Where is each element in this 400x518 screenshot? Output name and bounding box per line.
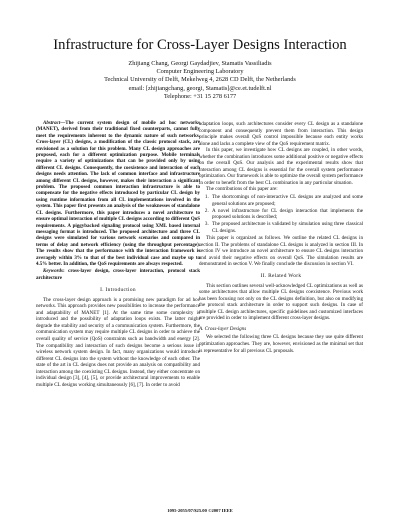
abstract-label: Abstract — [43, 121, 61, 126]
author-block — [0, 60, 400, 101]
copyright-footer: 1095-2055/07/$25.00 ©2007 IEEE — [167, 508, 233, 513]
section-heading-related-work: II. Related Work — [260, 273, 302, 280]
keywords — [36, 269, 200, 282]
author-telephone: Telephone: +31 15 278 6177 — [163, 92, 237, 100]
keywords-text: : cross-layer design, cross-layer interaction, protocol stack architecture — [36, 269, 200, 281]
author-institution: Technical University of Delft, Mekelweg 4, 2628 CD Delft, the Netherlands — [104, 76, 296, 84]
paragraph-organization: This paper is organized as follows. We outline the related CL designs in section II. The problems of standalone CL designs is analyzed in section III. In section IV we introduce an novel architecture to ensure CL designs interaction and avoid their negative effects on overall QoS. The simulation results are demonstrated in section V. We finally conclude the discussion in section VI. — [199, 235, 363, 268]
paper-title: Infrastructure for Cross-Layer Designs Interaction — [53, 37, 347, 53]
right-column — [199, 121, 363, 354]
keywords-label: Keywords — [43, 269, 63, 275]
list-item: 3. The proposed architecture is validated by simulation using three classical CL designs. — [210, 221, 363, 234]
author-email: email: [zhijiangchang, georgi, Stamatis]@ce.et.tudelft.nl — [128, 84, 272, 92]
section-heading-introduction: I. Introduction — [100, 287, 136, 294]
subsection-heading-cross-layer-designs: A. Cross-layer Designs — [199, 325, 247, 332]
paragraph-contributions-lead: The contributions of this paper are: — [206, 186, 278, 193]
paragraph-cross-layer-designs: We selected the following three CL designs because they use quite different optimization approaches. They are, however, envisioned as the minimal set that is representative for all previous CL proposals. — [199, 334, 363, 354]
paragraph-intro-continued: adaptation loops, such architectures consider every CL design as a standalone component and consequently prevent them from interaction. This design principle makes overall QoS control impossible because each entity works alone and lacks a complete view of the QoS requirement matrix. — [199, 121, 363, 147]
author-lab: Computer Engineering Laboratory — [156, 68, 244, 76]
left-column — [36, 121, 200, 388]
paragraph-intro-1: The cross-layer design approach is a promising new paradigm for ad hoc networks. This approach provides new possibilities to increase the performance and adaptability of MANET [1]. At the same time some complexity is introduced and the possibility of adaptation loops exists. The latter might degrade the stability and security of a communication system. Furthermore, the communication system may require multiple CL designs in order to achieve the overall quality of service (QoS) constraints such as bandwidth and energy [2]. The compatibility and interaction of such designs become a serious issue in wireless network system design. In fact, many organizations would introduce different CL designs into the system without the knowledge of each other. The state of the art in CL designs does not provide an analysis on compatibility and interaction among the coexisting CL designs. Instead, they either concentrate on individual design [3], [4], [5], or provide architectural improvements to enable multiple CL designs working simultaneously [6], [7]. In order to avoid — [36, 296, 200, 388]
abstract — [36, 121, 200, 268]
abstract-text: —The current system design of mobile ad hoc networks (MANET), derived from their traditional fixed counterparts, cannot fully meet the requirements inherent to the dynamic nature of such networks. Cross-layer (CL) designs, a modification of the classic protocol stack, are envisioned as a solution for this problem. Many CL design approaches are proposed, each for a different optimization purpose. Mobile terminals require a variety of optimizations that can be provided only by using different CL designs. Consequently, the coexistence and interaction of such designs needs attention. The lack of common interface and infrastructure among different CL designs, however, makes their interaction a significant problem. The proposed common interaction infrastructure is able to compensate for the negative effects introduced by particular CL design by using runtime information from all CL implementations involved in the system. This paper first presents an analysis of the weaknesses of standalone CL designs. Furthermore, this paper introduces a novel architecture to ensure optimal interaction of multiple CL designs according to different QoS requirements. A piggybacked signaling protocol using XML based internal messaging format is introduced. The proposed architecture and three CL designs were simulated for various network scenarios and compared in terms of delay and network efficiency (using the throughput percentage). The results show that the performance with the interaction framework is averagely within 3% to that of the best individual case and maybe up to 4.5% better. In addition, the QoS requirements are always respected. — [36, 121, 200, 267]
paragraph-related-1: This section outlines several well-acknowledged CL optimizations as well as some architectures that allow multiple CL designs coexistence. Previous work has been focusing not only on the CL designs definition, but also on modifying the protocol stack architecture in order to support such designs. In case of multiple CL design architectures, specific guidelines and customized interfaces are provided in order to implement different cross-layer designs. — [199, 282, 363, 322]
list-item: 1. The shortcomings of non-interactive CL designs are analyzed and some general solutions are proposed; — [210, 194, 363, 207]
contributions-list — [199, 194, 363, 234]
author-names: Zhijiang Chang, Georgi Gaydadjiev, Stamatis Vassiliadis — [128, 60, 272, 67]
paragraph-intro-2: In this paper, we investigate how CL designs are coupled, in other words, whether the combination introduces some additional positive or negative effects on the overall QoS. Our analysis and the experimental results show that interaction among CL designs is essential for the overall system performance optimization. Our framework is able to optimize the overall system performance in order to benefit from the best CL combination in any particular situation. — [199, 147, 363, 186]
list-item: 2. A novel infrastructure for CL design interaction that implements the proposed solutions is described; — [210, 208, 363, 221]
